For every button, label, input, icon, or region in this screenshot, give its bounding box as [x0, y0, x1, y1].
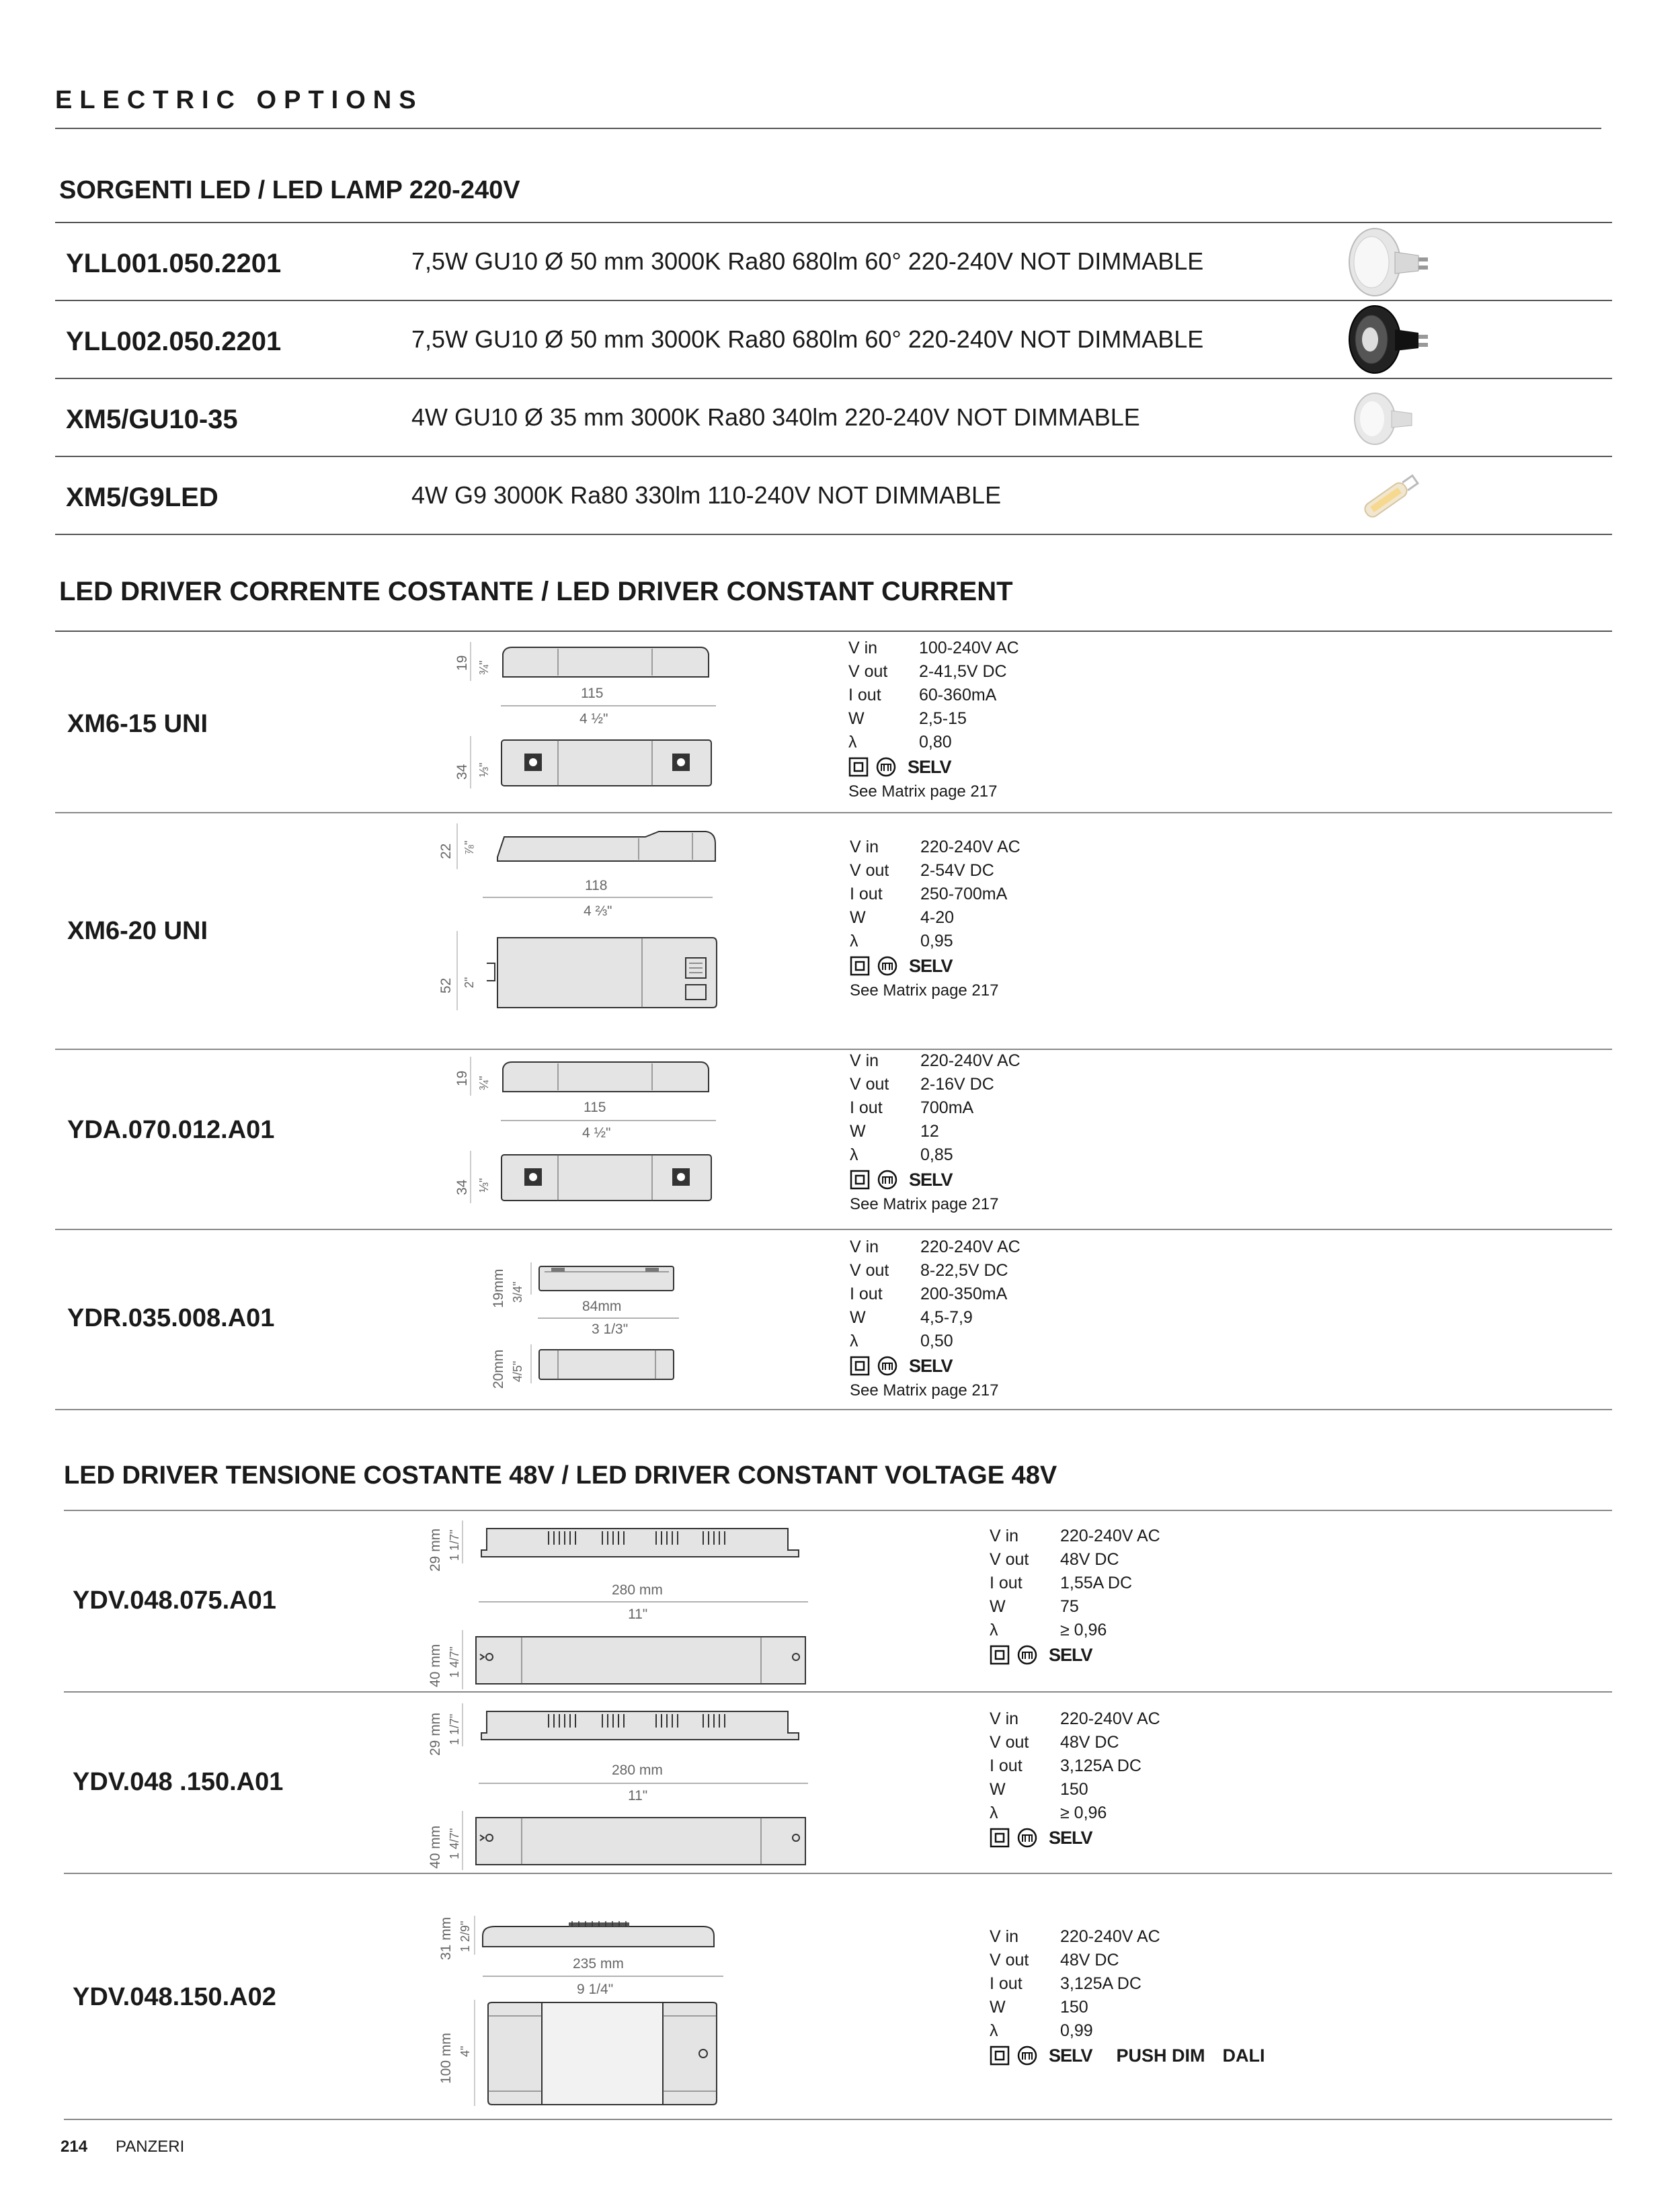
dali-label: DALI: [1222, 2045, 1265, 2066]
spec-value: 0,85: [920, 1145, 953, 1164]
spec-value: 2-16V DC: [920, 1075, 994, 1094]
spec-block: [990, 1525, 1160, 1668]
driver-code: YDV.048.150.A02: [73, 1983, 276, 2011]
independent-driver-icon: [877, 955, 898, 977]
driver-side-drawing: [475, 1916, 723, 1956]
independent-driver-icon: [877, 1169, 898, 1190]
gu10-small-lamp-icon: [1348, 389, 1429, 449]
dimension-line: [538, 1315, 679, 1322]
section-title-constant-voltage: LED DRIVER TENSIONE COSTANTE 48V / LED DRIVER CONSTANT VOLTAGE 48V: [64, 1461, 1057, 1490]
independent-driver-icon: [875, 756, 897, 778]
spec-label: I out: [848, 686, 881, 704]
independent-driver-icon: [1016, 1827, 1038, 1849]
spec-label: λ: [990, 2021, 998, 2040]
spec-label: λ: [990, 1621, 998, 1639]
dim-length-in: 4 ⅔": [584, 903, 612, 919]
divider: [55, 456, 1612, 457]
dimension-line: [483, 1973, 723, 1980]
dim-width-mm: 52: [438, 977, 454, 993]
divider: [55, 812, 1612, 813]
dim-length-mm: 115: [584, 1100, 606, 1115]
spec-value: 48V DC: [1060, 1733, 1119, 1752]
page-title: ELECTRIC OPTIONS: [55, 86, 424, 114]
dim-length-mm: 235 mm: [573, 1956, 624, 1972]
spec-block: [850, 836, 1021, 1002]
spec-label: V out: [990, 1550, 1029, 1569]
dim-width-mm: 34: [454, 764, 470, 780]
driver-top-drawing: [531, 1344, 679, 1385]
spec-value: ≥ 0,96: [1060, 1803, 1107, 1822]
driver-top-drawing: [471, 1151, 713, 1205]
spec-label: W: [850, 1122, 866, 1141]
independent-driver-icon: [1016, 2045, 1038, 2066]
independent-driver-icon: [1016, 1644, 1038, 1666]
dim-height-in: 3/4": [511, 1281, 524, 1303]
dim-height-mm: 31 mm: [438, 1916, 454, 1960]
selv-label: SELV: [909, 955, 953, 976]
dim-height-in: 1 1/7": [448, 1529, 461, 1561]
spec-value: 220-240V AC: [1060, 1709, 1160, 1728]
dim-width-mm: 100 mm: [438, 2033, 454, 2084]
spec-value: 48V DC: [1060, 1550, 1119, 1569]
driver-top-drawing: [471, 736, 713, 790]
spec-label: V in: [850, 1238, 879, 1256]
driver-top-drawing: [463, 1630, 812, 1691]
dim-width-mm: 40 mm: [428, 1825, 443, 1869]
spec-value: 2-54V DC: [920, 861, 994, 880]
driver-side-drawing: [463, 1519, 812, 1566]
dim-width-in: ⅓": [477, 762, 491, 777]
selv-label: SELV: [1049, 1644, 1092, 1665]
dim-width-in: 4/5": [511, 1361, 524, 1382]
g9-lamp-icon: [1348, 471, 1435, 524]
lamp-code: XM5/GU10-35: [66, 405, 238, 434]
dimension-line: [479, 1780, 808, 1787]
spec-label: V out: [990, 1733, 1029, 1752]
divider: [55, 631, 1612, 632]
section-title-lamps: SORGENTI LED / LED LAMP 220-240V: [59, 176, 520, 204]
spec-value: 220-240V AC: [1060, 1527, 1160, 1545]
driver-side-drawing: [531, 1262, 679, 1296]
dimension-line: [483, 894, 713, 901]
dim-length-in: 4 ½": [582, 1125, 611, 1141]
driver-code: YDR.035.008.A01: [67, 1304, 275, 1332]
driver-top-drawing: [463, 1811, 812, 1871]
class-ii-icon: [850, 956, 870, 976]
dim-height-mm: 19: [454, 1070, 470, 1086]
dim-height-mm: 29 mm: [428, 1712, 443, 1756]
spec-block: [990, 1707, 1160, 1851]
selv-label: SELV: [1049, 2045, 1092, 2066]
spec-value: 4,5-7,9: [920, 1308, 973, 1327]
driver-side-drawing: [471, 642, 713, 682]
driver-side-drawing: [471, 1057, 713, 1097]
page-number: 214: [61, 2138, 88, 2156]
dim-height-mm: 29 mm: [428, 1528, 443, 1572]
lamp-code: YLL001.050.2201: [66, 249, 282, 278]
matrix-reference: See Matrix page 217: [850, 981, 999, 1000]
brand-name: PANZERI: [116, 2138, 185, 2156]
spec-value: 700mA: [920, 1098, 974, 1117]
spec-value: 0,95: [920, 932, 953, 950]
spec-value: 12: [920, 1122, 939, 1141]
spec-label: λ: [850, 1332, 858, 1350]
spec-label: V in: [990, 1527, 1019, 1545]
driver-code: YDA.070.012.A01: [67, 1116, 275, 1144]
spec-value: 220-240V AC: [920, 1051, 1021, 1070]
dim-width-in: 4": [458, 2045, 472, 2057]
spec-label: V out: [850, 861, 889, 880]
driver-side-drawing: [457, 823, 719, 870]
spec-label: λ: [850, 932, 858, 950]
spec-value: 3,125A DC: [1060, 1974, 1142, 1993]
dim-width-in: 2": [463, 977, 476, 988]
spec-label: λ: [990, 1803, 998, 1822]
divider: [64, 2119, 1612, 2120]
spec-label: λ: [850, 1145, 858, 1164]
spec-block: [990, 1925, 1265, 2068]
spec-label: V in: [848, 639, 878, 657]
spec-label: V out: [990, 1951, 1029, 1970]
lamp-description: 7,5W GU10 Ø 50 mm 3000K Ra80 680lm 60° 220-240V NOT DIMMABLE: [411, 247, 1204, 275]
driver-code: YDV.048.075.A01: [73, 1586, 276, 1615]
spec-label: I out: [990, 1974, 1023, 1993]
spec-value: 8-22,5V DC: [920, 1261, 1008, 1280]
spec-label: V out: [850, 1075, 889, 1094]
spec-value: 150: [1060, 1780, 1088, 1799]
push-dim-label: PUSH DIM: [1116, 2045, 1205, 2066]
spec-label: λ: [848, 733, 857, 752]
spec-label: W: [850, 908, 866, 927]
spec-label: V out: [850, 1261, 889, 1280]
spec-label: I out: [990, 1574, 1023, 1592]
spec-block: [850, 1049, 1021, 1216]
dim-length-in: 4 ½": [579, 711, 608, 727]
divider: [64, 1510, 1612, 1511]
spec-label: W: [848, 709, 865, 728]
dim-width-in: 1 4/7": [448, 1646, 461, 1678]
spec-value: 200-350mA: [920, 1285, 1008, 1303]
dim-height-in: 1 2/9": [458, 1920, 472, 1952]
class-ii-icon: [848, 757, 869, 777]
driver-side-drawing: [463, 1702, 812, 1749]
spec-label: W: [990, 1597, 1006, 1616]
spec-value: 4-20: [920, 908, 955, 927]
divider: [55, 1229, 1612, 1230]
selv-label: SELV: [1049, 1827, 1092, 1848]
spec-value: 3,125A DC: [1060, 1756, 1142, 1775]
spec-label: I out: [850, 1285, 883, 1303]
dimension-line: [479, 1598, 808, 1605]
spec-label: I out: [850, 1098, 883, 1117]
gu10-black-lamp-icon: [1345, 302, 1432, 376]
divider: [55, 222, 1612, 223]
matrix-reference: See Matrix page 217: [848, 782, 998, 801]
class-ii-icon: [850, 1170, 870, 1190]
section-title-constant-current: LED DRIVER CORRENTE COSTANTE / LED DRIVER CONSTANT CURRENT: [59, 577, 1013, 606]
dim-height-in: ¾": [477, 1076, 491, 1090]
dim-width-mm: 40 mm: [428, 1644, 443, 1687]
class-ii-icon: [990, 1645, 1010, 1665]
spec-value: 2,5-15: [919, 709, 967, 728]
spec-label: I out: [990, 1756, 1023, 1775]
dim-length-mm: 84mm: [582, 1299, 622, 1314]
dim-height-mm: 19: [454, 655, 470, 671]
spec-value: 75: [1060, 1597, 1079, 1616]
dim-length-mm: 280 mm: [612, 1582, 663, 1598]
dim-length-in: 3 1/3": [592, 1322, 629, 1337]
spec-value: ≥ 0,96: [1060, 1621, 1107, 1639]
spec-label: V in: [850, 1051, 879, 1070]
divider: [55, 1049, 1612, 1050]
divider: [55, 1409, 1612, 1410]
divider: [55, 534, 1612, 535]
class-ii-icon: [990, 2045, 1010, 2066]
dimension-line: [501, 1117, 716, 1124]
lamp-code: YLL002.050.2201: [66, 327, 282, 356]
spec-value: 150: [1060, 1998, 1088, 2017]
spec-label: W: [990, 1780, 1006, 1799]
spec-value: 2-41,5V DC: [919, 662, 1007, 681]
dim-width-in: ⅓": [477, 1178, 491, 1192]
dim-width-mm: 20mm: [491, 1349, 506, 1389]
selv-label: SELV: [908, 756, 951, 777]
dim-length-in: 11": [628, 1788, 648, 1803]
spec-label: V in: [850, 838, 879, 856]
spec-value: 60-360mA: [919, 686, 997, 704]
lamp-description: 7,5W GU10 Ø 50 mm 3000K Ra80 680lm 60° 220-240V NOT DIMMABLE: [411, 325, 1204, 353]
divider: [55, 378, 1612, 379]
dimension-line: [501, 702, 716, 709]
spec-value: 0,99: [1060, 2021, 1093, 2040]
divider: [64, 1873, 1612, 1874]
dim-length-mm: 118: [585, 878, 608, 893]
spec-value: 250-700mA: [920, 885, 1008, 903]
driver-code: XM6-15 UNI: [67, 710, 208, 738]
spec-value: 0,50: [920, 1332, 953, 1350]
spec-block: [850, 1235, 1021, 1402]
lamp-description: 4W GU10 Ø 35 mm 3000K Ra80 340lm 220-240V NOT DIMMABLE: [411, 403, 1140, 431]
spec-label: W: [850, 1308, 866, 1327]
dim-height-in: ⅞": [463, 840, 476, 855]
divider: [55, 300, 1612, 301]
dim-length-mm: 280 mm: [612, 1762, 663, 1778]
spec-label: V out: [848, 662, 888, 681]
independent-driver-icon: [877, 1355, 898, 1377]
spec-value: 1,55A DC: [1060, 1574, 1133, 1592]
gu10-white-lamp-icon: [1345, 225, 1432, 299]
spec-value: 100-240V AC: [919, 639, 1019, 657]
selv-label: SELV: [909, 1169, 953, 1190]
spec-block: [848, 637, 1019, 803]
dim-height-in: ¾": [477, 660, 491, 675]
class-ii-icon: [850, 1356, 870, 1376]
spec-value: 0,80: [919, 733, 952, 752]
divider: [55, 128, 1601, 129]
spec-value: 220-240V AC: [920, 838, 1021, 856]
spec-label: I out: [850, 885, 883, 903]
driver-top-drawing: [475, 2000, 723, 2107]
spec-value: 48V DC: [1060, 1951, 1119, 1970]
dim-width-mm: 34: [454, 1179, 470, 1195]
dim-height-mm: 19mm: [491, 1268, 506, 1308]
matrix-reference: See Matrix page 217: [850, 1195, 999, 1213]
dim-width-in: 1 4/7": [448, 1828, 461, 1859]
driver-top-drawing: [457, 931, 719, 1012]
spec-label: V in: [990, 1927, 1019, 1946]
dim-height-mm: 22: [438, 843, 454, 859]
spec-value: 220-240V AC: [1060, 1927, 1160, 1946]
driver-code: YDV.048 .150.A01: [73, 1768, 284, 1796]
divider: [64, 1691, 1612, 1693]
dim-length-mm: 115: [581, 686, 604, 701]
spec-label: W: [990, 1998, 1006, 2017]
class-ii-icon: [990, 1828, 1010, 1848]
lamp-code: XM5/G9LED: [66, 483, 218, 512]
selv-label: SELV: [909, 1355, 953, 1376]
dim-height-in: 1 1/7": [448, 1713, 461, 1745]
spec-label: V in: [990, 1709, 1019, 1728]
lamp-description: 4W G9 3000K Ra80 330lm 110-240V NOT DIMMABLE: [411, 481, 1002, 509]
matrix-reference: See Matrix page 217: [850, 1381, 999, 1400]
spec-value: 220-240V AC: [920, 1238, 1021, 1256]
dim-length-in: 11": [628, 1607, 648, 1622]
dim-length-in: 9 1/4": [577, 1982, 614, 1997]
driver-code: XM6-20 UNI: [67, 917, 208, 945]
